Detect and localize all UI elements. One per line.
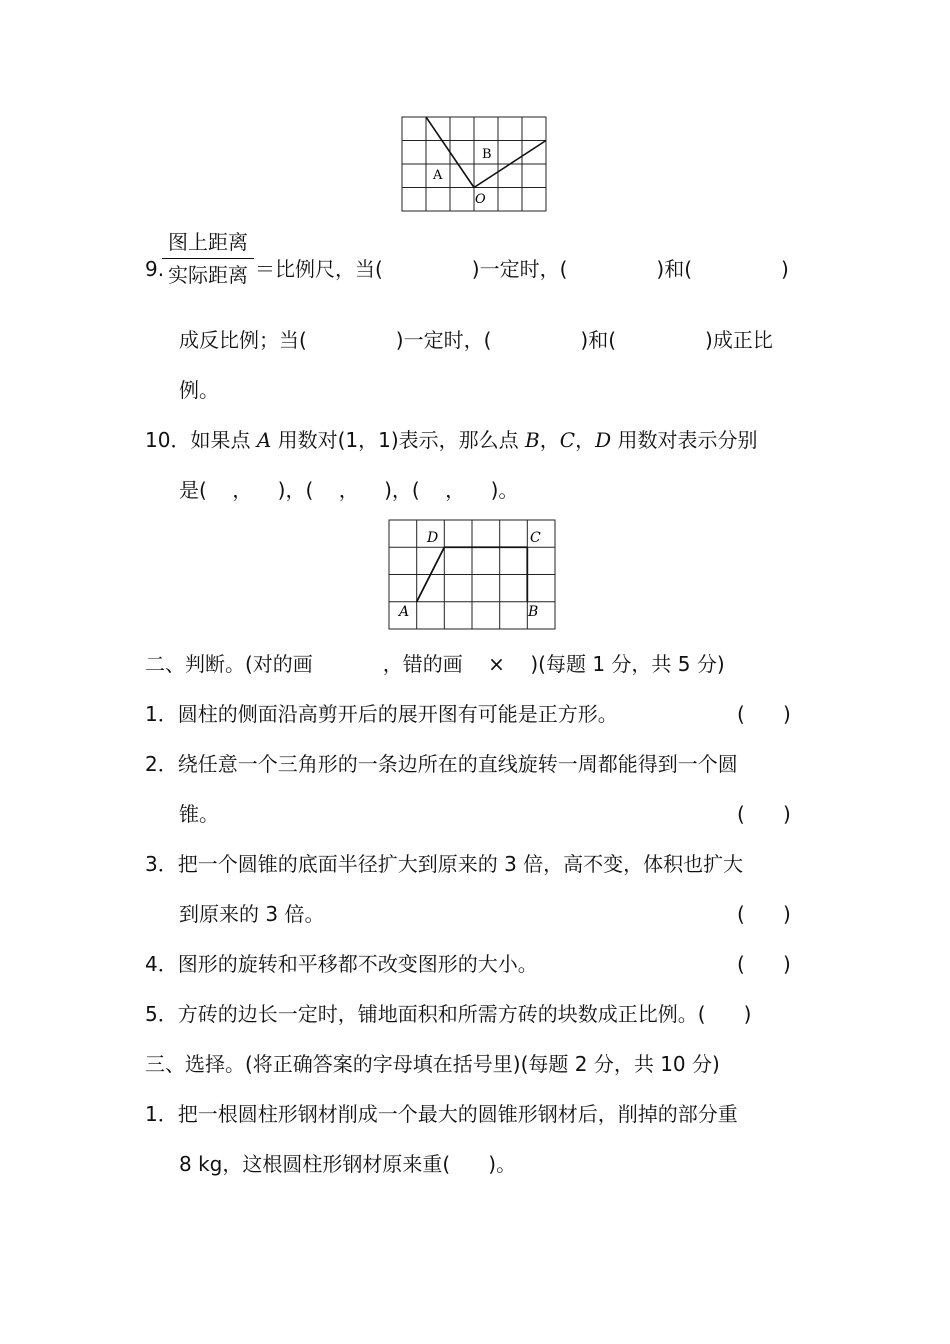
point-b: B: [525, 428, 540, 452]
s2-q2-line-2: 锥。: [179, 802, 219, 826]
s2-q1: 1．圆柱的侧面沿高剪开后的展开图有可能是正方形。: [145, 702, 618, 726]
s2-q4: 4．图形的旋转和平移都不改变图形的大小。: [145, 952, 538, 976]
s3-q1-line-1: 1．把一根圆柱形钢材削成一个最大的圆锥形钢材后，削掉的部分重: [145, 1102, 738, 1126]
label-b-2: B: [528, 604, 539, 620]
section-2-title: 二、判断。(对的画 ，错的画 × )(每题 1 分，共 5 分): [145, 652, 725, 676]
s2-q2-answer-paren: ( ): [737, 802, 791, 826]
q9-line-3: 例。: [179, 378, 219, 402]
q10-line-1: [145, 426, 757, 454]
label-d-2: D: [427, 530, 439, 546]
q9-number: 9.: [145, 257, 165, 281]
label-a-2: A: [399, 604, 410, 620]
s2-q3-line-2: 到原来的 3 倍。: [179, 902, 325, 926]
scale-fraction: [162, 228, 254, 289]
s2-q2-line-1: 2．绕任意一个三角形的一条边所在的直线旋转一周都能得到一个圆: [145, 752, 738, 776]
grid-figure-2: [387, 518, 557, 632]
s3-q1-line-2: 8 kg，这根圆柱形钢材原来重( )。: [179, 1152, 517, 1176]
q10-text-b: 用数对(1，1)表示，那么点: [271, 428, 526, 452]
q10-sep-1: ，: [539, 428, 560, 452]
label-b: B: [482, 147, 492, 162]
q10-text-c: 用数对表示分别: [611, 428, 758, 452]
q10-text-a: 10．如果点: [145, 428, 257, 452]
q10-line-2: 是( ， )，( ， )，( ， )。: [179, 478, 519, 502]
q10-sep-2: ，: [575, 428, 596, 452]
grid-figure-1: [400, 115, 550, 215]
label-a: A: [433, 168, 443, 183]
point-c: C: [559, 428, 576, 452]
label-c-2: C: [530, 530, 541, 546]
s2-q4-answer-paren: ( ): [737, 952, 791, 976]
point-d: D: [595, 428, 612, 452]
q9-line-2: 成反比例；当( )一定时，( )和( )成正比: [179, 328, 773, 352]
q9-line-1: ＝比例尺，当( )一定时，( )和( ): [255, 257, 789, 281]
point-a: A: [256, 428, 272, 452]
s2-q3-answer-paren: ( ): [737, 902, 791, 926]
fraction-bar: [162, 258, 254, 259]
section-3-title: 三、选择。(将正确答案的字母填在括号里)(每题 2 分，共 10 分): [145, 1052, 720, 1076]
label-o: O: [475, 192, 486, 207]
s2-q3-line-1: 3．把一个圆锥的底面半径扩大到原来的 3 倍，高不变，体积也扩大: [145, 852, 744, 876]
fraction-numerator: 图上距离: [168, 230, 248, 254]
s2-q5: 5．方砖的边长一定时，铺地面积和所需方砖的块数成正比例。( ): [145, 1002, 752, 1026]
fraction-denominator: 实际距离: [168, 263, 248, 287]
s2-q1-answer-paren: ( ): [737, 702, 791, 726]
